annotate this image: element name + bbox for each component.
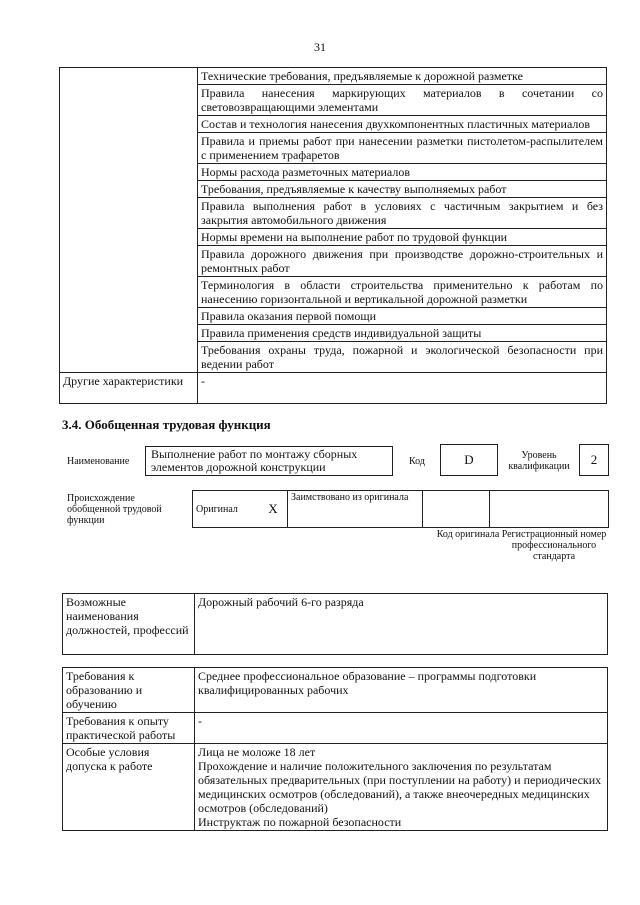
requirement-item: Правила оказания первой помощи xyxy=(198,308,607,325)
level-value-box xyxy=(579,444,609,476)
name-value: Выполнение работ по монтажу сборных элементов дорожной конструкции xyxy=(151,447,358,474)
requirement-item: Состав и технология нанесения двухкомпонентных пластичных материалов xyxy=(198,116,607,133)
code-value-box xyxy=(440,444,498,476)
original-mark: X xyxy=(268,501,278,516)
requirement-item: Терминология в области строительства применительно к работам по нанесению горизонтальной и вертикальной дорожной разметки xyxy=(198,277,607,308)
requirement-item: Правила применения средств индивидуальной защиты xyxy=(198,325,607,342)
other-label: Другие характеристики xyxy=(60,373,198,404)
level-label: Уровень квалификации xyxy=(508,450,570,472)
knowledge-table xyxy=(59,67,607,404)
experience-label: Требования к опыту практической работы xyxy=(63,713,195,744)
positions-value: Дорожный рабочий 6-го разряда xyxy=(195,594,608,655)
requirement-item: Технические требования, предъявляемые к дорожной разметке xyxy=(198,68,607,85)
code-value: D xyxy=(464,452,474,467)
requirement-item: Правила и приемы работ при нанесении разметки пистолетом-распылителем с применением трафаретов xyxy=(198,133,607,164)
original-label: Оригинал xyxy=(196,503,238,515)
requirement-item: Нормы времени на выполнение работ по трудовой функции xyxy=(198,229,607,246)
code-original-cell xyxy=(423,491,490,528)
reg-number-cell xyxy=(490,491,609,528)
other-value: - xyxy=(198,373,607,404)
condition-item: Прохождение и наличие положительного заключения по результатам обязательных предварительных (при поступлении на работу) и периодических медицинских осмотров (обследований), а также внеочередных медицинских осмотров (обследований) xyxy=(198,759,602,815)
condition-item: Лица не моложе 18 лет xyxy=(198,745,316,759)
experience-value: - xyxy=(195,713,608,744)
requirement-item: Нормы расхода разметочных материалов xyxy=(198,164,607,181)
page-number: 31 xyxy=(314,40,326,54)
requirement-item: Правила выполнения работ в условиях с частичным закрытием и без закрытия автомобильного движения xyxy=(198,198,607,229)
conditions-values xyxy=(195,744,608,831)
left-empty-cell xyxy=(60,68,198,373)
requirement-item: Требования, предъявляемые к качеству выполняемых работ xyxy=(198,181,607,198)
name-label: Наименование xyxy=(67,456,130,467)
name-value-box xyxy=(145,446,393,476)
requirement-item: Требования охраны труда, пожарной и экологической безопасности при ведении работ xyxy=(198,342,607,373)
code-label: Код xyxy=(409,456,425,467)
borrowed-label: Заимствовано из оригинала xyxy=(291,492,409,503)
requirement-item: Правила дорожного движения при производстве дорожно-строительных и ремонтных работ xyxy=(198,246,607,277)
origin-table xyxy=(192,490,609,528)
condition-item: Инструктаж по пожарной безопасности xyxy=(198,815,402,829)
education-value: Среднее профессиональное образование – программы подготовки квалифицированных рабочих xyxy=(195,668,608,713)
section-title: 3.4. Обобщенная трудовая функция xyxy=(62,417,271,432)
requirements-table xyxy=(62,667,608,831)
level-value: 2 xyxy=(590,452,598,467)
code-original-label: Код оригинала xyxy=(436,529,500,540)
origin-label: Происхождение обобщенной трудовой функции xyxy=(67,493,162,526)
reg-number-label: Регистрационный номер профессионального стандарта xyxy=(501,529,607,562)
positions-label: Возможные наименования должностей, профессий xyxy=(63,594,195,655)
conditions-label: Особые условия допуска к работе xyxy=(63,744,195,831)
requirement-item: Правила нанесения маркирующих материалов в сочетании со световозвращающими элементами xyxy=(198,85,607,116)
education-label: Требования к образованию и обучению xyxy=(63,668,195,713)
positions-table xyxy=(62,593,608,655)
